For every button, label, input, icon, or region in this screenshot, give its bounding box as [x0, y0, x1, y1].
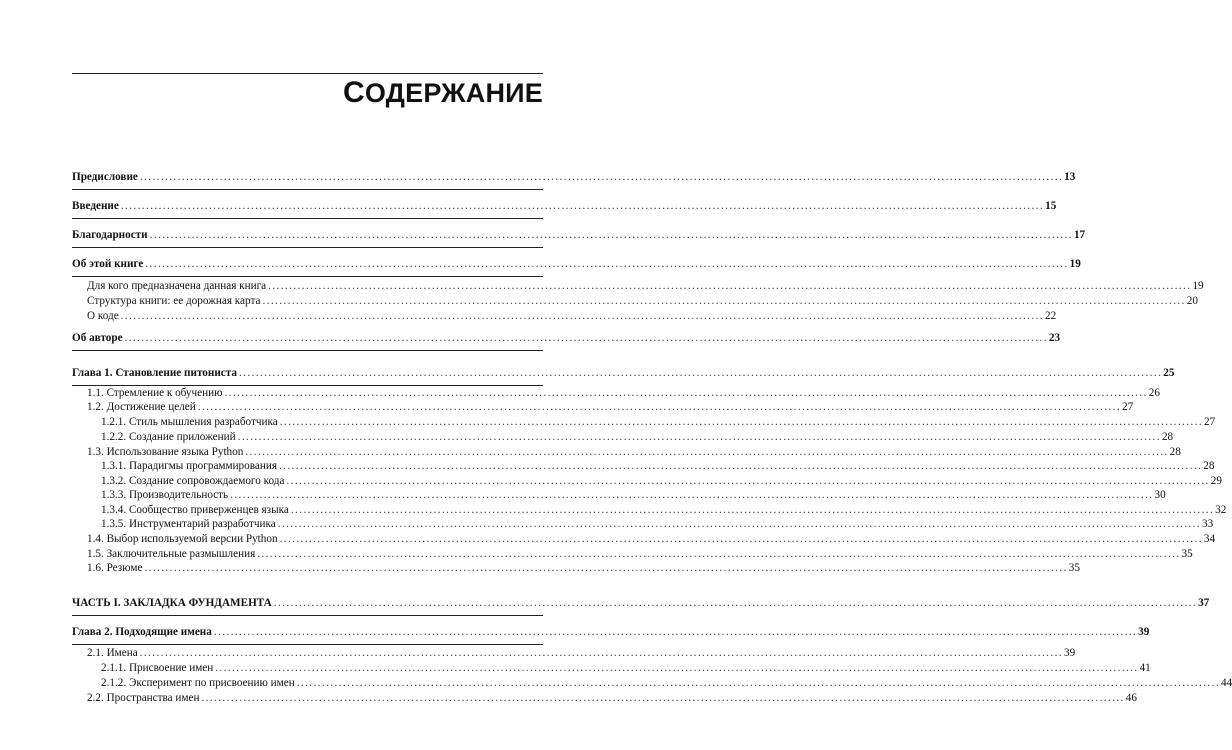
toc-page-number: 15 — [1045, 200, 1057, 212]
dot-leader: ............................................................................................................................................................................................................................ — [277, 518, 1202, 530]
toc-entry[interactable] — [87, 280, 1204, 293]
section-rule — [72, 276, 543, 277]
toc-entry-title: Глава 2. Подходящие имена — [72, 626, 212, 638]
toc-entry[interactable] — [87, 295, 1198, 308]
dot-leader: ............................................................................................................................................................................................................................ — [278, 460, 1203, 472]
dot-leader: ............................................................................................................................................................................................................................ — [279, 416, 1204, 428]
toc-entry[interactable] — [101, 416, 1216, 429]
toc-page-number: 32 — [1215, 504, 1227, 516]
toc-page-number: 39 — [1138, 626, 1150, 638]
toc-page-number: 28 — [1203, 460, 1215, 472]
toc-page-number: 19 — [1192, 280, 1204, 292]
dot-leader: ............................................................................................................................................................................................................................ — [290, 504, 1215, 516]
toc-heading[interactable] — [72, 367, 1175, 380]
toc-page-number: 20 — [1186, 295, 1198, 307]
toc-entry[interactable] — [101, 431, 1174, 444]
toc-entry-title: Глава 1. Становление питониста — [72, 367, 237, 379]
dot-leader: ............................................................................................................................................................................................................................ — [139, 171, 1064, 183]
toc-entry-title: 1.3.2. Создание сопровождаемого кода — [101, 475, 285, 487]
toc-page-number: 27 — [1122, 401, 1134, 413]
dot-leader: ............................................................................................................................................................................................................................ — [257, 548, 1181, 560]
dot-leader: ............................................................................................................................................................................................................................ — [238, 367, 1163, 379]
dot-leader: ............................................................................................................................................................................................................................ — [139, 647, 1063, 659]
toc-entry-title: 2.1. Имена — [87, 647, 138, 659]
toc-entry-title: 1.4. Выбор используемой версии Python — [87, 533, 278, 545]
toc-page-number: 25 — [1163, 367, 1175, 379]
section-rule — [72, 644, 543, 645]
toc-heading[interactable] — [72, 332, 1061, 345]
toc-entry-title: 1.1. Стремление к обучению — [87, 387, 223, 399]
toc-entry[interactable] — [87, 533, 1216, 546]
toc-entry-title: 2.2. Пространства имен — [87, 692, 200, 704]
dot-leader: ............................................................................................................................................................................................................................ — [296, 677, 1221, 689]
toc-entry-title: 1.2.2. Создание приложений — [101, 431, 236, 443]
section-rule — [72, 385, 543, 386]
dot-leader: ............................................................................................................................................................................................................................ — [279, 533, 1203, 545]
toc-entry[interactable] — [87, 446, 1181, 459]
dot-leader: ............................................................................................................................................................................................................................ — [237, 431, 1161, 443]
dot-leader: ............................................................................................................................................................................................................................ — [120, 200, 1045, 212]
toc-entry[interactable] — [87, 562, 1080, 575]
toc-entry-title: Введение — [72, 200, 119, 212]
toc-heading[interactable] — [72, 258, 1081, 271]
toc-entry-title: 1.3.1. Парадигмы программирования — [101, 460, 277, 472]
dot-leader: ............................................................................................................................................................................................................................ — [145, 258, 1069, 270]
toc-page-number: 28 — [1161, 431, 1174, 443]
dot-leader: ............................................................................................................................................................................................................................ — [201, 692, 1125, 704]
section-rule — [72, 615, 543, 616]
dot-leader: ............................................................................................................................................................................................................................ — [124, 332, 1048, 344]
dot-leader: ............................................................................................................................................................................................................................ — [262, 295, 1186, 307]
toc-entry-title: 1.3. Использование языка Python — [87, 446, 244, 458]
toc-entry-title: 2.1.1. Присвоение имен — [101, 662, 214, 674]
dot-leader: ............................................................................................................................................................................................................................ — [144, 562, 1068, 574]
toc-entry-title: 2.1.2. Эксперимент по присвоению имен — [101, 677, 295, 689]
toc-entry[interactable] — [87, 692, 1137, 705]
toc-entry-title: 1.5. Заключительные размышления — [87, 548, 256, 560]
section-rule — [72, 247, 543, 248]
toc-page-number: 22 — [1044, 310, 1057, 322]
dot-leader: ............................................................................................................................................................................................................................ — [215, 662, 1139, 674]
toc-page-number: 44 — [1221, 677, 1232, 689]
toc-page-number: 34 — [1203, 533, 1216, 545]
toc-entry-title: 1.6. Резюме — [87, 562, 143, 574]
toc-entry-title: Об этой книге — [72, 258, 144, 270]
page-title-initial: С — [342, 76, 365, 109]
toc-entry[interactable] — [101, 518, 1214, 531]
toc-page-number: 41 — [1139, 662, 1151, 674]
toc-entry[interactable] — [101, 504, 1227, 517]
toc-entry[interactable] — [87, 548, 1193, 561]
dot-leader: ............................................................................................................................................................................................................................ — [224, 387, 1148, 399]
toc-page-number: 23 — [1048, 332, 1061, 344]
dot-leader: ............................................................................................................................................................................................................................ — [149, 229, 1073, 241]
toc-entry-title: О коде — [87, 310, 119, 322]
toc-entry[interactable] — [87, 310, 1057, 323]
toc-page-number: 35 — [1068, 562, 1080, 574]
toc-heading[interactable] — [72, 229, 1086, 242]
section-rule — [72, 350, 543, 351]
toc-entry-title: 1.2. Достижение целей — [87, 401, 196, 413]
toc-page-number: 30 — [1154, 489, 1166, 501]
toc-entry-title: 1.3.3. Производительность — [101, 489, 229, 501]
toc-page-number: 28 — [1169, 446, 1181, 458]
toc-entry[interactable] — [101, 460, 1215, 473]
toc-entry-title: 1.3.4. Сообщество приверженцев языка — [101, 504, 289, 516]
dot-leader: ............................................................................................................................................................................................................................ — [197, 401, 1122, 413]
toc-page-number: 19 — [1069, 258, 1081, 270]
toc-page-number: 26 — [1148, 387, 1160, 399]
page-title-rest: ОДЕРЖАНИЕ — [364, 78, 543, 108]
toc-entry-title: ЧАСТЬ I. ЗАКЛАДКА ФУНДАМЕНТА — [72, 597, 272, 609]
toc-entry-title: Об авторе — [72, 332, 123, 344]
dot-leader: ............................................................................................................................................................................................................................ — [120, 310, 1044, 322]
toc-page-number: 33 — [1202, 518, 1214, 530]
dot-leader: ............................................................................................................................................................................................................................ — [230, 489, 1154, 501]
dot-leader: ............................................................................................................................................................................................................................ — [268, 280, 1192, 292]
toc-page-number: 37 — [1198, 597, 1210, 609]
toc-entry[interactable] — [101, 489, 1166, 502]
toc-page-number: 29 — [1210, 475, 1222, 487]
toc-entry[interactable] — [101, 662, 1151, 675]
toc-entry-title: Структура книги: ее дорожная карта — [87, 295, 261, 307]
toc-heading[interactable] — [72, 626, 1150, 639]
dot-leader: ............................................................................................................................................................................................................................ — [213, 626, 1138, 638]
toc-page-number: 17 — [1073, 229, 1086, 241]
section-rule — [72, 189, 543, 190]
toc-entry[interactable] — [87, 647, 1076, 660]
toc-entry-title: 1.3.5. Инструментарий разработчика — [101, 518, 276, 530]
dot-leader: ............................................................................................................................................................................................................................ — [286, 475, 1210, 487]
toc-entry[interactable] — [87, 387, 1160, 400]
toc-page-number: 13 — [1064, 171, 1076, 183]
toc-entry-title: Предисловие — [72, 171, 138, 183]
toc-entry-title: Благодарности — [72, 229, 148, 241]
toc-entry[interactable] — [101, 677, 1232, 690]
toc-page-number: 46 — [1125, 692, 1137, 704]
toc-entry[interactable] — [101, 475, 1222, 488]
toc-page-number: 27 — [1204, 416, 1216, 428]
toc-heading[interactable] — [72, 171, 1076, 184]
toc-heading[interactable] — [72, 597, 1210, 610]
toc-heading[interactable] — [72, 200, 1057, 213]
toc-page-number: 39 — [1063, 647, 1076, 659]
toc-entry[interactable] — [87, 401, 1134, 414]
section-rule — [72, 218, 543, 219]
toc-page-number: 35 — [1181, 548, 1193, 560]
toc-entry-title: 1.2.1. Стиль мышления разработчика — [101, 416, 278, 428]
toc-entry-title: Для кого предназначена данная книга — [87, 280, 267, 292]
dot-leader: ............................................................................................................................................................................................................................ — [273, 597, 1198, 609]
dot-leader: ............................................................................................................................................................................................................................ — [245, 446, 1169, 458]
